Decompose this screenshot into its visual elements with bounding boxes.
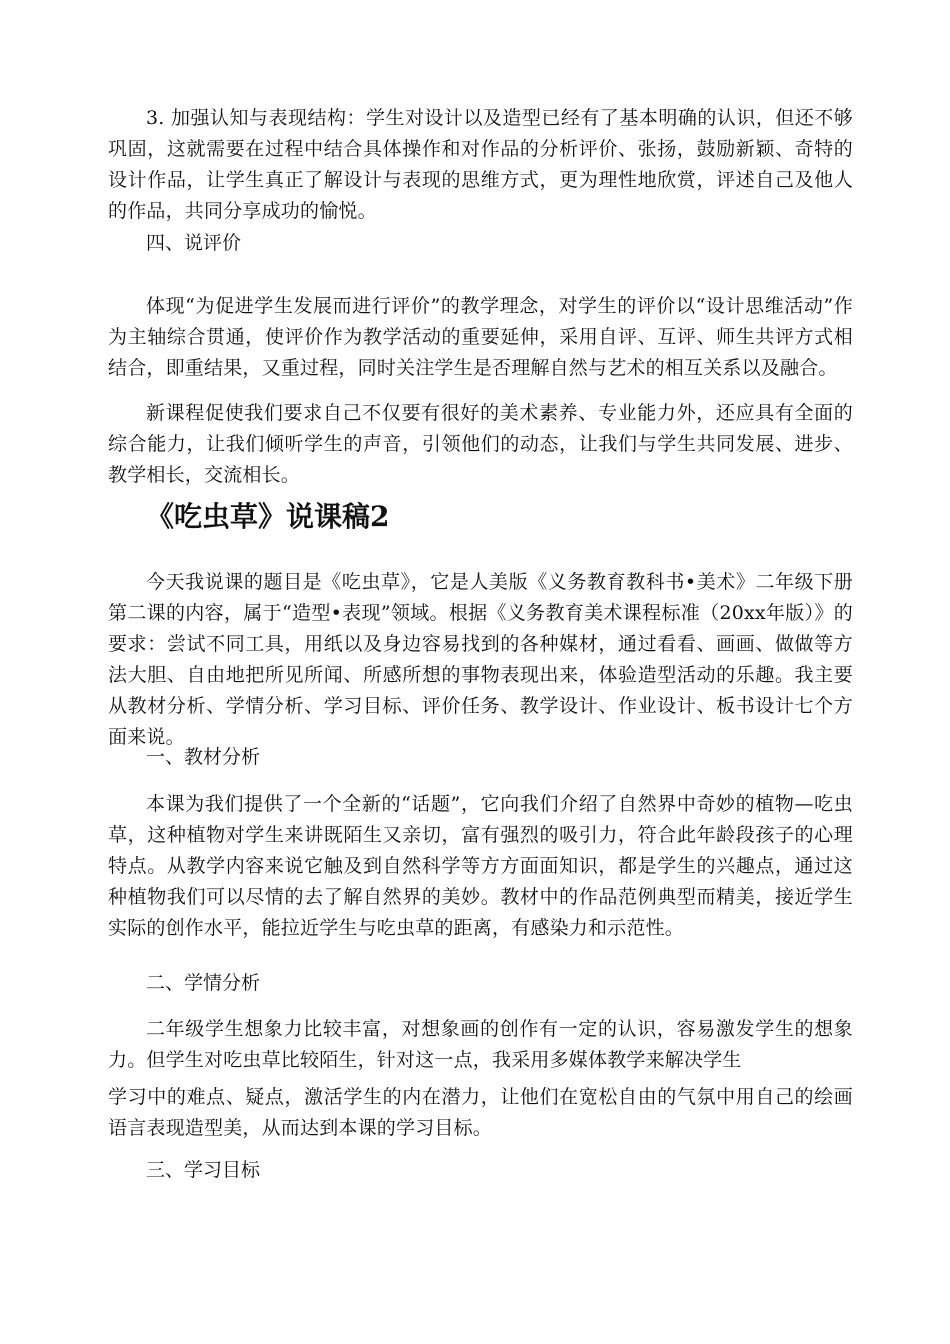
paragraph-introduction: 今天我说课的题目是《吃虫草》，它是人美版《义务教育教科书•美术》二年级下册第二课的内容，属于“造型•表现”领域。根据《义务教育美术课程标准（20xx年版）》的要求：尝试不同工具，用纸以及身边容易找到的各种媒材，通过看看、画画、做做等方法大胆、自由地把所见所闻、所感所想的事物表现出来，体验造型活动的乐趣。我主要从教材分析、学情分析、学习目标、评价任务、教学设计、作业设计、板书设计七个方面来说。 [108,571,853,748]
paragraph-closing: 新课程促使我们要求自己不仅要有很好的美术素养、专业能力外，还应具有全面的综合能力，让我们倾听学生的声音，引领他们的动态，让我们与学生共同发展、进步、教学相长，交流相长。 [108,402,853,486]
heading-student-analysis: 二、学情分析 [146,972,261,994]
heading-evaluation: 四、说评价 [146,232,242,254]
document-title: 《吃虫草》说课稿2 [146,500,390,533]
paragraph-textbook-analysis: 本课为我们提供了一个全新的“话题”，它向我们介绍了自然界中奇妙的植物—吃虫草，这种植物对学生来讲既陌生又亲切，富有强烈的吸引力，符合此年龄段孩子的心理特点。从教学内容来说它触及到自然科学等方方面面知识，都是学生的兴趣点，通过这种植物我们可以尽情的去了解自然界的美妙。教材中的作品范例典型而精美，接近学生实际的创作水平，能拉近学生与吃虫草的距离，有感染力和示范性。 [108,793,853,939]
paragraph-evaluation: 体现“为促进学生发展而进行评价”的教学理念，对学生的评价以“设计思维活动”作为主轴综合贯通，使评价作为教学活动的重要延伸，采用自评、互评、师生共评方式相结合，即重结果，又重过程，同时关注学生是否理解自然与艺术的相互关系以及融合。 [108,295,853,379]
paragraph-student-analysis: 二年级学生想象力比较丰富，对想象画的创作有一定的认识，容易激发学生的想象力。但学生对吃虫草比较陌生，针对这一点，我采用多媒体教学来解决学生 [108,1018,853,1071]
paragraph-cognition-structure: 3. 加强认知与表现结构：学生对设计以及造型已经有了基本明确的认识，但还不够巩固，这就需要在过程中结合具体操作和对作品的分析评价、张扬，鼓励新颖、奇特的设计作品，让学生真正了解设计与表现的思维方式，更为理性地欣赏，评述自己及他人的作品，共同分享成功的愉悦。 [108,107,853,222]
heading-learning-goals: 三、学习目标 [146,1159,261,1181]
heading-textbook-analysis: 一、教材分析 [146,746,261,768]
paragraph-student-analysis-continued: 学习中的难点、疑点，激活学生的内在潜力，让他们在宽松自由的气氛中用自己的绘画语言表现造型美，从而达到本课的学习目标。 [108,1086,853,1139]
